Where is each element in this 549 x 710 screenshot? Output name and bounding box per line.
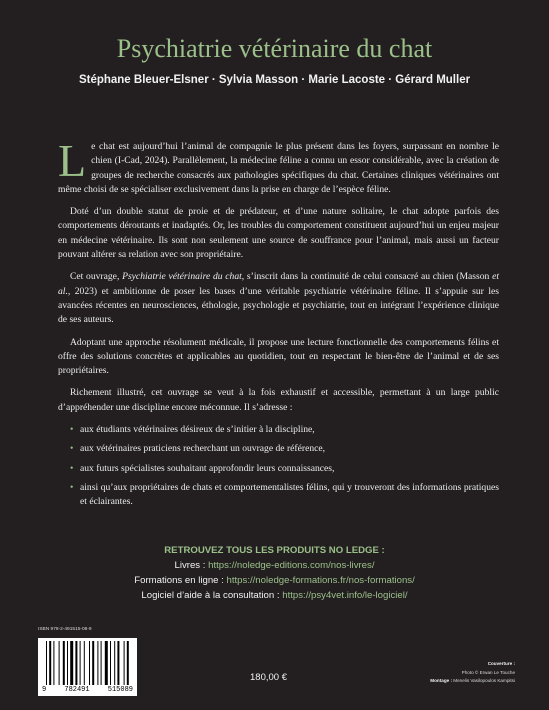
p3-after: , 2023) et ambitionne de poser les bases d’une véritable psychiatrie vétérinaire féline. Il s’appuie sur les avancées récentes en neurosciences, éthologie, psychologie et psychiatrie, tout en intégrant l’expérience clinique de ses auteurs. (58, 285, 499, 326)
barcode-bar (89, 641, 90, 685)
promo-block (0, 543, 549, 603)
montage-label: Montage : (430, 678, 452, 683)
barcode-bars (38, 641, 137, 687)
book-title: Psychiatrie vétérinaire du chat (116, 34, 433, 63)
promo-label: Livres : (174, 560, 209, 571)
barcode-bar (110, 641, 111, 685)
barcode-bar (97, 641, 98, 685)
barcode-digit-right: 515089 (107, 686, 133, 694)
training-link[interactable]: https://noledge-formations.fr/nos-formations/ (226, 575, 415, 586)
p3-middle: , s’inscrit dans la continuité de celui consacré au chien (Masson (241, 271, 493, 283)
list-item: • aux vétérinaires praticiens recherchant un ouvrage de référence, (70, 442, 499, 456)
et-al: et al. (58, 271, 500, 297)
paragraph-1 (58, 135, 499, 197)
barcode-digit-left: 782491 (64, 686, 90, 694)
barcode-bar (53, 641, 54, 685)
paragraph-2: Doté d’un double statut de proie et de prédateur, et d’une nature solitaire, le chat adopte parfois des comportements déroutants et inadaptés. Or, les troubles du comportement constituent aujourd’hui un enjeu majeur en médecine vétérinaire. Ils sont non seulement une source de souffrance pour l’animal, mais aussi un facteur pouvant altérer sa relation avec son propriétaire. (58, 206, 499, 261)
barcode-bar (49, 641, 51, 685)
list-item: • aux futurs spécialistes souhaitant approfondir leurs connaissances, (70, 462, 499, 476)
credits-heading: Couverture : (487, 661, 515, 666)
authors-line: Stéphane Bleuer-Elsner · Sylvia Masson · Marie Lacoste · Gérard Muller (78, 74, 471, 86)
barcode-bar (117, 641, 119, 685)
barcode-bar (67, 641, 68, 685)
list-item: • aux étudiants vétérinaires désireux de s’initier à la discipline, (70, 423, 499, 437)
barcode-bar (46, 641, 47, 685)
back-cover-text (58, 135, 500, 515)
barcode-bar (127, 641, 129, 685)
barcode-bar (124, 641, 125, 685)
promo-line-books (0, 558, 549, 573)
books-link[interactable]: https://noledge-editions.com/nos-livres/ (208, 560, 375, 571)
barcode-bar (75, 641, 77, 685)
barcode-bar (84, 641, 85, 685)
montage-credit: Menelis Vasilopoulos Kampitsi (453, 678, 515, 683)
promo-heading: RETROUVEZ TOUS LES PRODUITS NO LEDGE : (164, 545, 385, 556)
barcode-bar (92, 641, 94, 685)
software-link[interactable]: https://psy4vet.info/le-logiciel/ (282, 590, 408, 601)
book-title-inline: Psychiatrie vétérinaire du chat (122, 271, 242, 283)
barcode-bar (101, 641, 102, 685)
promo-label: Logiciel d’aide à la consultation : (141, 590, 283, 601)
paragraph-3 (58, 270, 499, 327)
paragraph-1-text: e chat est aujourd’hui l’animal de compagnie le plus présent dans les foyers, surpassant en nombre le chien (I-Cad, 2024). Parallèlement, la médecine féline a connu un essor considérable, avec la création de groupes de recherche consacrés aux pathologies spécifiques du chat. Certaines cliniques vétérinaires ont même choisi de se spécialiser exclusivement dans la prise en charge de l’espèce féline. (58, 141, 499, 195)
promo-label: Formations en ligne : (134, 575, 227, 586)
p3-before: Cet ouvrage, (70, 271, 123, 283)
price: 180,00 € (250, 672, 287, 683)
barcode-bar (80, 641, 81, 685)
barcode-bar (59, 641, 60, 685)
barcode-digits (38, 686, 137, 694)
drop-cap: L (58, 135, 87, 186)
barcode-bar (114, 641, 115, 685)
audience-list (70, 423, 499, 509)
isbn-text: ISBN 978-2-491515-08-9 (38, 627, 92, 632)
promo-line-training (0, 573, 549, 588)
barcode-digit-lead: 9 (42, 686, 47, 694)
barcode (38, 638, 137, 696)
paragraph-5: Richement illustré, cet ouvrage se veut à la fois exhaustif et accessible, permettant à un large public d’appréhender une discipline encore méconnue. Il s’adresse : (58, 387, 499, 413)
barcode-bar (105, 641, 108, 685)
barcode-bar (63, 641, 65, 685)
photo-credit: Photo © Erwan Le Touche (461, 669, 515, 675)
promo-line-software (0, 588, 549, 603)
barcode-bar (70, 641, 73, 685)
cover-credits (430, 660, 515, 686)
list-item: • ainsi qu’aux propriétaires de chats et comportementalistes félins, qui y trouveront des informations pratiques et éclairantes. (70, 481, 499, 510)
paragraph-4: Adoptant une approche résolument médicale, il propose une lecture fonctionnelle des comportements félins et offre des solutions concrètes et applicables au quotidien, tout en respectant le bien-être de l’animal et de ses propriétaires. (58, 336, 499, 377)
